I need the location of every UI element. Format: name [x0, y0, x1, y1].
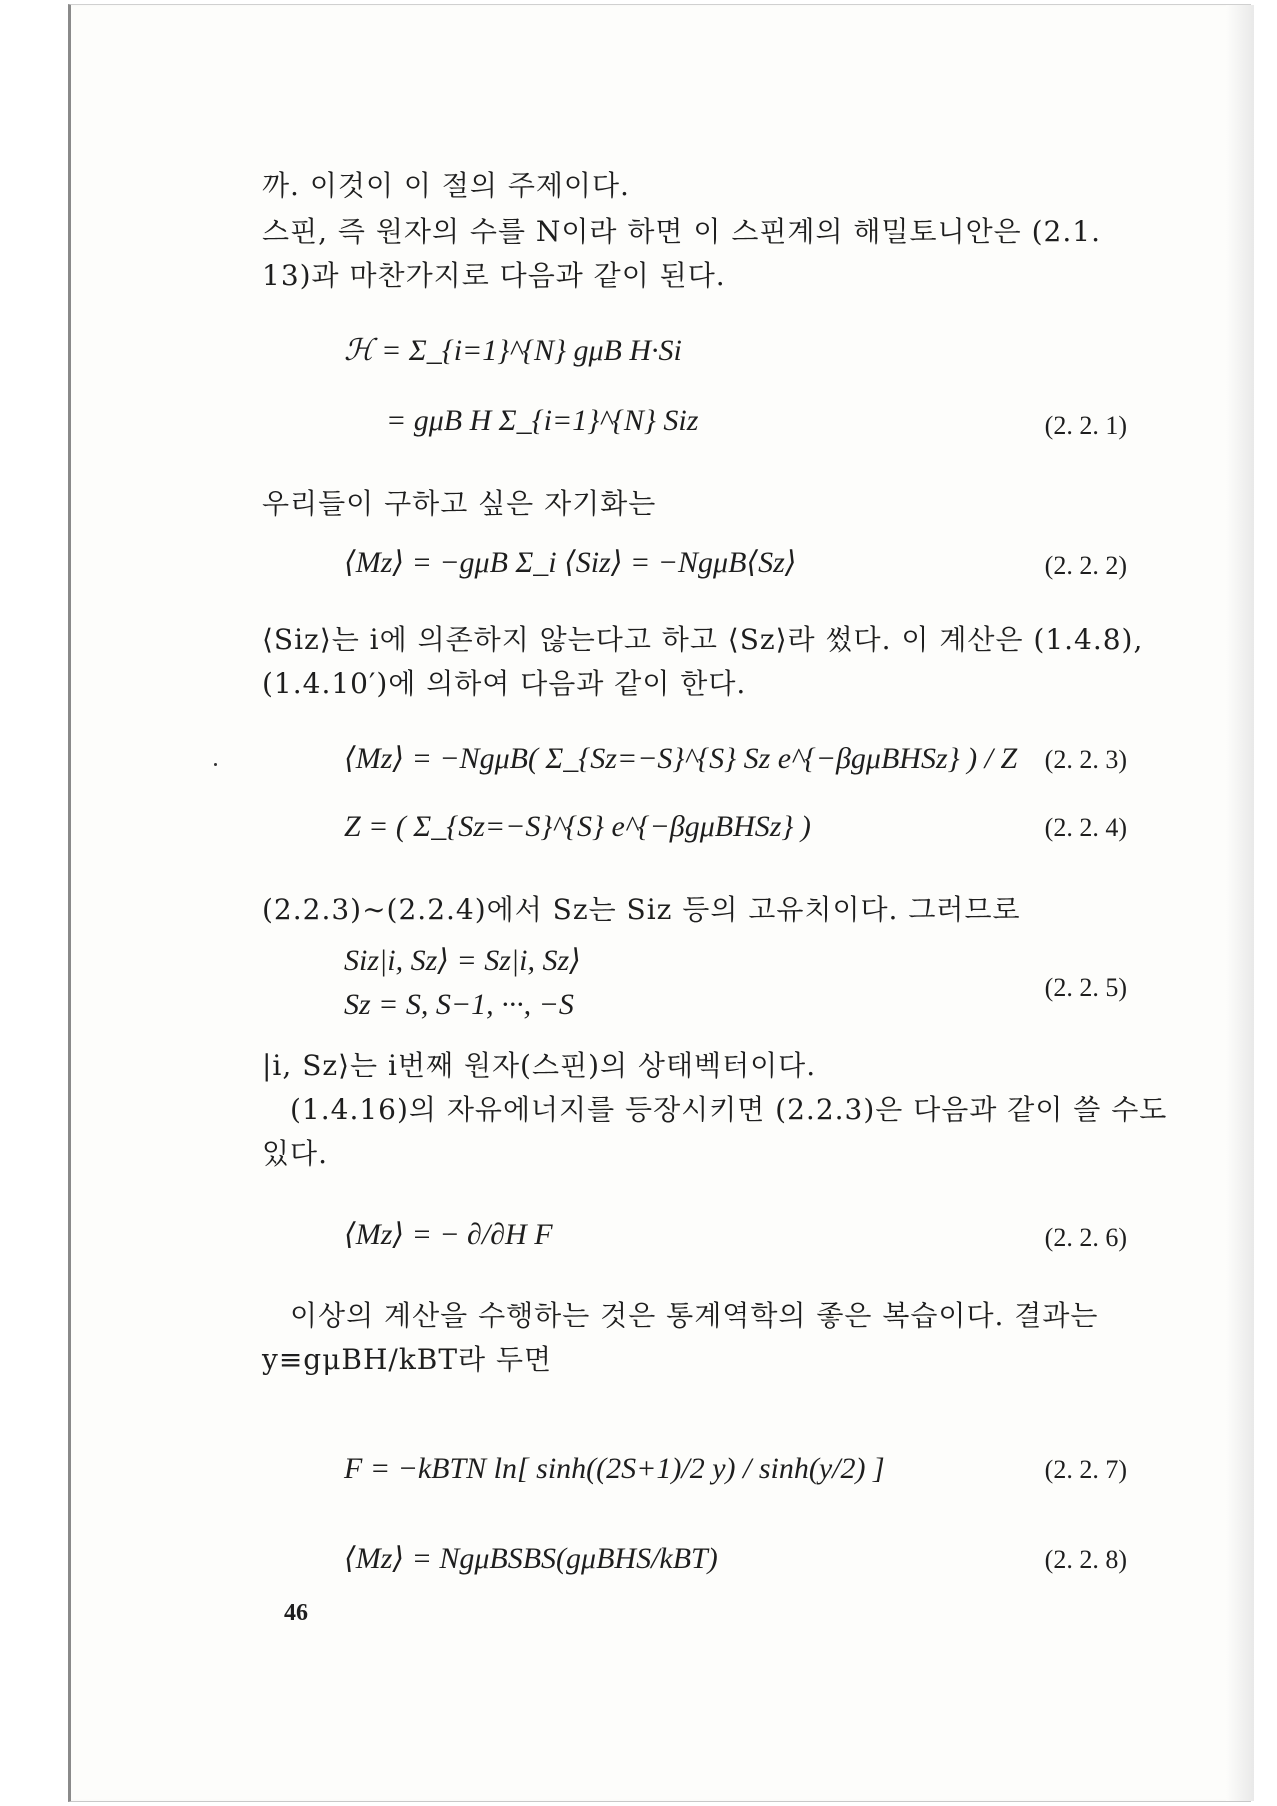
- text-line: y≡gμBH/kBT라 두면: [262, 1343, 553, 1376]
- equation-number: (2. 2. 3): [1044, 745, 1127, 774]
- equation: ⟨Mz⟩ = − ∂/∂H F: [344, 1218, 553, 1251]
- equation: F = −kBTN ln[ sinh((2S+1)/2 y) / sinh(y/2) ]: [344, 1452, 885, 1485]
- equation-number: (2. 2. 6): [1044, 1223, 1127, 1252]
- equation: ⟨Mz⟩ = −gμB Σ_i ⟨Siz⟩ = −NgμB⟨Sz⟩: [344, 546, 797, 579]
- text-line: ⟨Siz⟩는 i에 의존하지 않는다고 하고 ⟨Sz⟩라 썼다. 이 계산은 (1.4.8),: [262, 623, 1144, 656]
- text-line: 스핀, 즉 원자의 수를 N이라 하면 이 스핀계의 해밀토니안은 (2.1.: [262, 215, 1101, 248]
- text-line: 까. 이것이 이 절의 주제이다.: [262, 169, 630, 202]
- equation: Sz = S, S−1, ···, −S: [344, 988, 574, 1021]
- equation-number: (2. 2. 2): [1044, 551, 1127, 580]
- equation: Z = ( Σ_{Sz=−S}^{S} e^{−βgμBHSz} ): [344, 810, 811, 843]
- equation-number: (2. 2. 4): [1044, 813, 1127, 842]
- text-line: (2.2.3)∼(2.2.4)에서 Sz는 Siz 등의 고유치이다. 그러므로: [262, 893, 1021, 926]
- equation: ⟨Mz⟩ = NgμBSBS(gμBHS/kBT): [344, 1542, 718, 1575]
- equation-number: (2. 2. 5): [1044, 973, 1127, 1002]
- equation: = gμB H Σ_{i=1}^{N} Siz: [386, 404, 699, 437]
- equation: ℋ = Σ_{i=1}^{N} gμB H·Si: [344, 334, 682, 367]
- equation-number: (2. 2. 1): [1044, 411, 1127, 440]
- text-line: 있다.: [262, 1137, 328, 1170]
- text-line: (1.4.10′)에 의하여 다음과 같이 한다.: [262, 667, 747, 700]
- text-line: 13)과 마찬가지로 다음과 같이 된다.: [262, 259, 726, 292]
- equation: Siz|i, Sz⟩ = Sz|i, Sz⟩: [344, 944, 581, 977]
- text-line: 우리들이 구하고 싶은 자기화는: [262, 487, 657, 520]
- equation-number: (2. 2. 8): [1044, 1545, 1127, 1574]
- text-line: 이상의 계산을 수행하는 것은 통계역학의 좋은 복습이다. 결과는: [290, 1299, 1099, 1332]
- stray-mark: [214, 763, 217, 766]
- text-line: |i, Sz⟩는 i번째 원자(스핀)의 상태벡터이다.: [262, 1049, 817, 1082]
- equation-number: (2. 2. 7): [1044, 1455, 1127, 1484]
- text-line: (1.4.16)의 자유에너지를 등장시키면 (2.2.3)은 다음과 같이 쓸 수도: [290, 1093, 1168, 1126]
- page-number: 46: [284, 1600, 308, 1626]
- equation: ⟨Mz⟩ = −NgμB( Σ_{Sz=−S}^{S} Sz e^{−βgμBHSz} ) / Z: [344, 742, 1018, 775]
